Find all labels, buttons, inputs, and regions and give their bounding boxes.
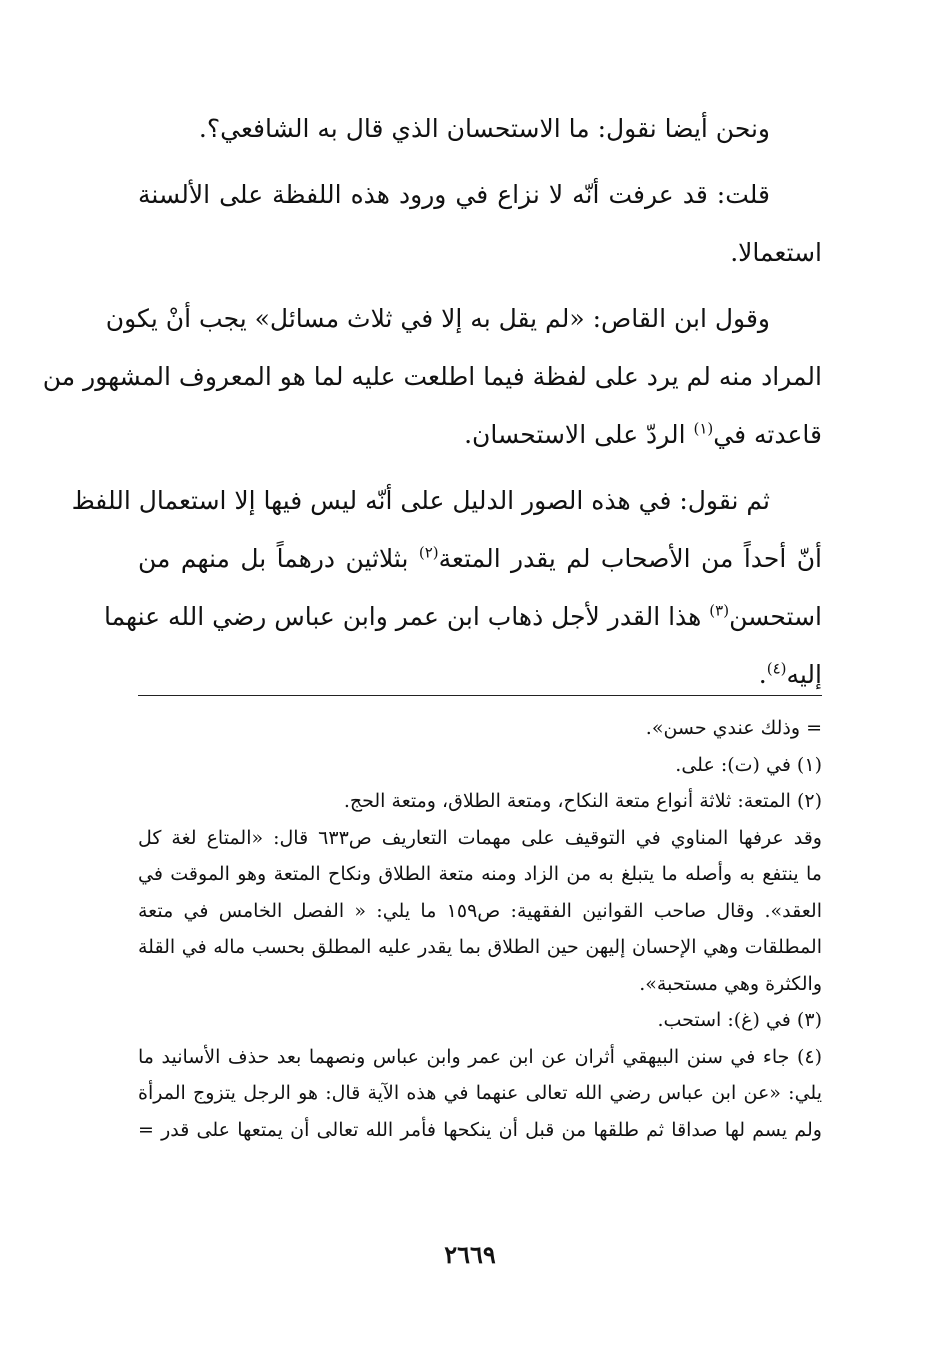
text-fragment: بثلاثين درهماً بل منهم من <box>138 544 419 573</box>
text-line: المراد منه لم يرد على لفظة فيما اطلعت عليه لما هو المعروف المشهور من <box>42 362 822 391</box>
text-fragment: أنّ أحداً من الأصحاب لم يقدر المتعة <box>438 544 822 573</box>
footnote-ref-1: (١) <box>693 419 714 438</box>
footnote-2-line: العقد». وقال صاحب القوانين الفقهية: ص١٥٩ ما يلي: « الفصل الخامس في متعة <box>138 899 822 922</box>
footnote-1: (١) في (ت): على. <box>675 753 822 776</box>
footnote-2-line: المطلقات وهي الإحسان إليهن حين الطلاق بما يقدر عليه المطلق بحسب ماله في القلة <box>138 936 822 958</box>
footnote-continuation: = وذلك عندي حسن». <box>645 717 822 739</box>
text-line <box>138 530 822 588</box>
text-line <box>138 406 822 464</box>
footnote-ref-2: (٢) <box>418 543 439 562</box>
paragraph-3 <box>42 290 822 464</box>
text-line: استعمالا. <box>730 238 822 267</box>
footnote-ref-4: (٤) <box>766 659 787 678</box>
text-line: ثم نقول: في هذه الصور الدليل على أنّه ليس فيها إلا استعمال اللفظ <box>71 486 770 515</box>
paragraph-2 <box>138 166 822 282</box>
main-text <box>42 100 822 712</box>
text-line: وقول ابن القاص: «لم يقل به إلا في ثلاث مسائل» يجب أنْ يكون <box>105 304 770 333</box>
paragraph-4 <box>71 472 822 704</box>
footnote-4: (٤) جاء في سنن البيهقي أثران عن ابن عمر وابن عباس ونصهما بعد حذف الأسانيد ما <box>138 1045 822 1068</box>
text-line <box>103 588 822 646</box>
paragraph-1 <box>138 100 822 158</box>
text-fragment: هذا القدر لأجل ذهاب ابن عمر وابن عباس رضي الله عنهما <box>103 602 710 631</box>
text-fragment: استحسن <box>729 602 822 631</box>
footnote-2-line: ما ينتفع به وأصله ما يتبلغ به من الزاد ومنه متعة الطلاق ونكاح المتعة وهو الموقت في <box>138 863 822 885</box>
footnote-4-line: يلي: «عن ابن عباس رضي الله تعالى عنهما في هذه الآية قال: هو الرجل يتزوج المرأة <box>138 1082 822 1104</box>
footnote-2-line: وقد عرفها المناوي في التوقيف على مهمات التعاريف ص٦٣٣ قال: «المتاع لغة كل <box>138 826 822 849</box>
text-fragment: قاعدته في <box>713 420 822 449</box>
footnote-2-line: والكثرة وهي مستحبة». <box>639 972 822 995</box>
page-number: ٢٦٦٩ <box>444 1240 496 1269</box>
text-line: قلت: قد عرفت أنّه لا نزاع في ورود هذه اللفظة على الألسنة <box>138 180 770 209</box>
text-fragment: إليه <box>786 660 822 689</box>
footnote-3: (٣) في (غ): استحب. <box>657 1009 822 1031</box>
text-line: ونحن أيضا نقول: ما الاستحسان الذي قال به الشافعي؟. <box>198 114 770 143</box>
footnote-2: (٢) المتعة: ثلاثة أنواع متعة النكاح، ومتعة الطلاق، ومتعة الحج. <box>343 790 822 812</box>
footnote-separator <box>138 695 822 696</box>
text-fragment: الردّ على الاستحسان. <box>464 420 694 449</box>
footnotes <box>138 710 822 1148</box>
text-fragment: . <box>758 660 767 689</box>
footnote-ref-3: (٣) <box>709 601 730 620</box>
footnote-4-line: ولم يسم لها صداقا ثم طلقها من قبل أن ينكحها فأمر الله تعالى أن يمتعها على قدر = <box>138 1118 822 1141</box>
